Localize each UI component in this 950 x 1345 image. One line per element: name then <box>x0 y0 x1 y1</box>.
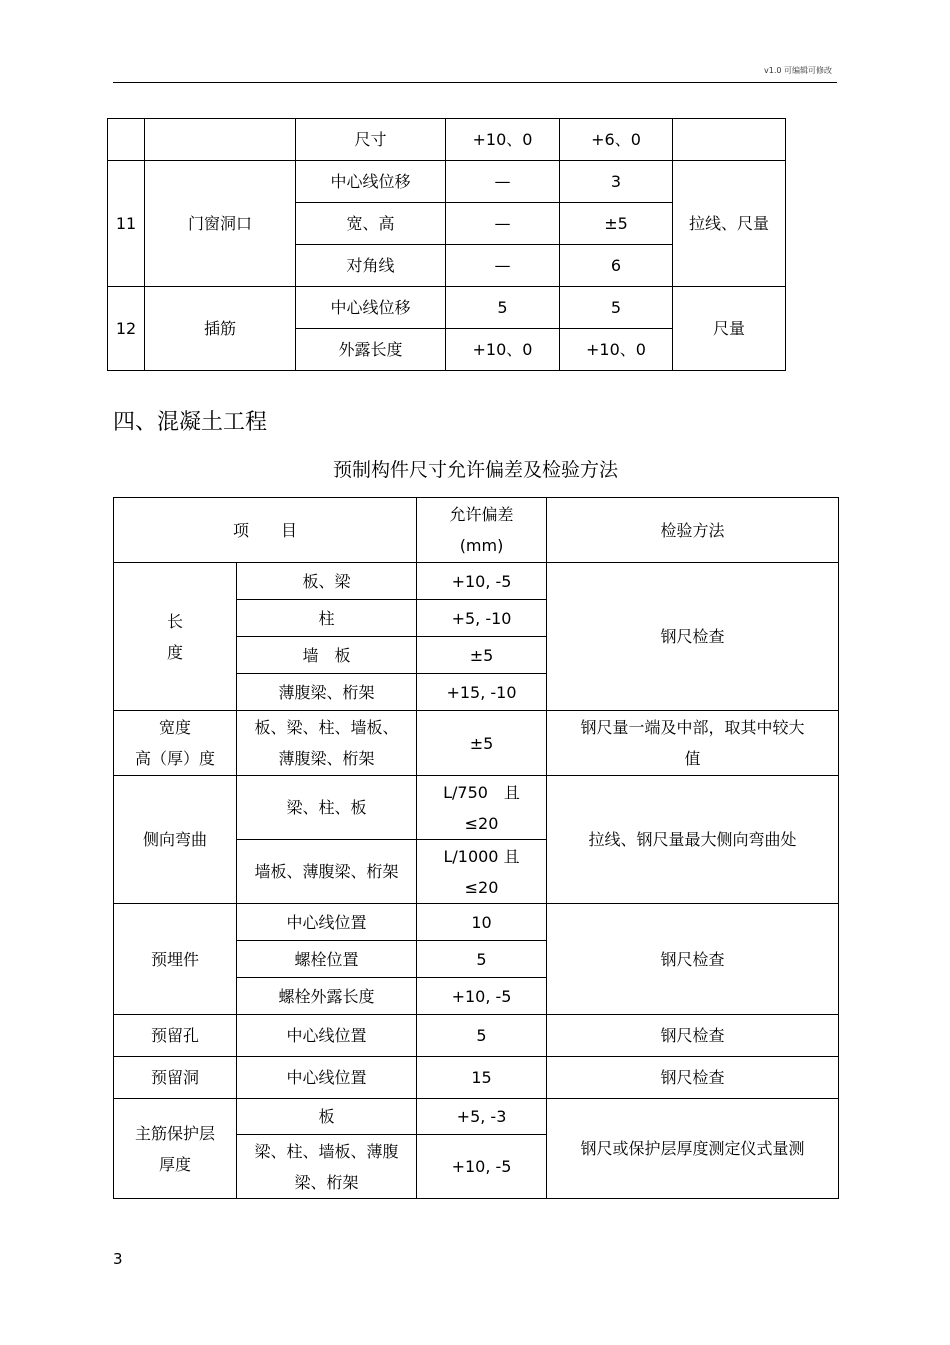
inspection-method: 拉线、尺量 <box>673 161 786 287</box>
table-cell: 5 <box>417 1015 547 1057</box>
tol-line2: ≤20 <box>464 813 499 833</box>
item-number: 12 <box>108 287 145 371</box>
table-caption: 预制构件尺寸允许偏差及检验方法 <box>332 459 618 481</box>
header-method: 检验方法 <box>547 498 839 563</box>
category-embed: 预埋件 <box>114 904 237 1015</box>
inspection-method: 钢尺检查 <box>547 563 839 711</box>
inspection-method <box>547 711 839 776</box>
category-line1: 长 <box>166 611 183 631</box>
table-cell: +10, -5 <box>417 978 547 1015</box>
tolerance-table-continued <box>107 118 786 371</box>
category-hole: 预留孔 <box>114 1015 237 1057</box>
inspection-method: 钢尺检查 <box>547 1015 839 1057</box>
category-bend: 侧向弯曲 <box>114 776 237 904</box>
method-line2: 值 <box>684 749 701 768</box>
inspection-method: 拉线、钢尺量最大侧向弯曲处 <box>547 776 839 904</box>
header-tolerance-line1: 允许偏差 <box>449 505 514 524</box>
table-cell: 柱 <box>237 600 417 637</box>
item-name: 门窗洞口 <box>145 161 296 287</box>
table-cell: 15 <box>417 1057 547 1099</box>
table-cell: 3 <box>560 161 673 203</box>
table-cell: 对角线 <box>296 245 446 287</box>
header-item: 项 目 <box>114 498 417 563</box>
tol-line1: L/750 且 <box>443 782 520 802</box>
table-cell <box>108 119 145 161</box>
table-cell <box>417 776 547 840</box>
table-cell: 5 <box>560 287 673 329</box>
category-opening: 预留洞 <box>114 1057 237 1099</box>
table-row <box>108 161 786 203</box>
table-cell <box>237 1135 417 1199</box>
table-cell: +15, -10 <box>417 674 547 711</box>
table-cell <box>417 840 547 904</box>
item-line1: 梁、柱、墙板、薄腹 <box>254 1141 399 1161</box>
category-line1: 主筋保护层 <box>134 1123 215 1143</box>
table-cell: 6 <box>560 245 673 287</box>
category-line1: 宽度 <box>158 718 191 737</box>
header-tolerance-line2: (mm) <box>459 536 504 555</box>
table-cell: — <box>446 161 560 203</box>
table-cell: 梁、柱、板 <box>237 776 417 840</box>
table-cell: 10 <box>417 904 547 941</box>
table-cell: 螺栓位置 <box>237 941 417 978</box>
precast-tolerance-table <box>113 497 839 1199</box>
header-tolerance <box>417 498 547 563</box>
category-width <box>114 711 237 776</box>
table-row <box>114 1057 839 1099</box>
section-title: 四、混凝土工程 <box>113 410 268 435</box>
category-line2: 高（厚）度 <box>134 749 215 768</box>
table-cell <box>237 711 417 776</box>
table-row <box>114 711 839 776</box>
category-cover <box>114 1099 237 1199</box>
table-cell: 墙板、薄腹梁、桁架 <box>237 840 417 904</box>
tol-line2: ≤20 <box>464 877 499 897</box>
category-length <box>114 563 237 711</box>
header-rule <box>113 82 837 83</box>
table-cell: 螺栓外露长度 <box>237 978 417 1015</box>
table-row <box>108 119 786 161</box>
table-cell <box>145 119 296 161</box>
inspection-method: 钢尺检查 <box>547 1057 839 1099</box>
table-row <box>114 1099 839 1135</box>
table-cell: — <box>446 245 560 287</box>
inspection-method: 钢尺检查 <box>547 904 839 1015</box>
item-line2: 薄腹梁、桁架 <box>278 749 375 768</box>
table-cell: +10、0 <box>560 329 673 371</box>
table-cell: +10, -5 <box>417 1135 547 1199</box>
inspection-method: 尺量 <box>673 287 786 371</box>
table-cell: 外露长度 <box>296 329 446 371</box>
category-line2: 度 <box>166 642 183 662</box>
page-number: 3 <box>113 1250 123 1268</box>
table-cell: 板、梁 <box>237 563 417 600</box>
table-cell: 5 <box>417 941 547 978</box>
table-cell: 中心线位移 <box>296 161 446 203</box>
table-cell: +6、0 <box>560 119 673 161</box>
table-cell: +10, -5 <box>417 563 547 600</box>
category-line2: 厚度 <box>158 1154 191 1174</box>
tol-line1: L/1000 且 <box>443 846 520 866</box>
table-cell: 尺寸 <box>296 119 446 161</box>
table-cell: +10、0 <box>446 329 560 371</box>
table-header-row <box>114 498 839 563</box>
table-row <box>114 1015 839 1057</box>
table-cell: ±5 <box>417 711 547 776</box>
table-cell: 薄腹梁、桁架 <box>237 674 417 711</box>
table-cell: 墙 板 <box>237 637 417 674</box>
inspection-method: 钢尺或保护层厚度测定仪式量测 <box>547 1099 839 1199</box>
table-cell: +5, -3 <box>417 1099 547 1135</box>
table-cell: 中心线位置 <box>237 904 417 941</box>
table-cell: 中心线位置 <box>237 1015 417 1057</box>
item-number: 11 <box>108 161 145 287</box>
table-cell: — <box>446 203 560 245</box>
item-line2: 梁、桁架 <box>294 1172 359 1192</box>
table-cell: 中心线位移 <box>296 287 446 329</box>
table-cell: 中心线位置 <box>237 1057 417 1099</box>
header-version-note: v1.0 可编辑可修改 <box>764 66 832 75</box>
table-row <box>114 776 839 840</box>
table-cell <box>673 119 786 161</box>
table-cell: 板 <box>237 1099 417 1135</box>
table-cell: ±5 <box>560 203 673 245</box>
table-cell: 宽、高 <box>296 203 446 245</box>
table-cell: +10、0 <box>446 119 560 161</box>
table-cell: +5, -10 <box>417 600 547 637</box>
table-row <box>108 287 786 329</box>
table-row <box>114 563 839 600</box>
item-line1: 板、梁、柱、墙板、 <box>254 718 399 737</box>
table-cell: ±5 <box>417 637 547 674</box>
table-cell: 5 <box>446 287 560 329</box>
method-line1: 钢尺量一端及中部，取其中较大 <box>580 718 805 737</box>
table-row <box>114 904 839 941</box>
item-name: 插筋 <box>145 287 296 371</box>
